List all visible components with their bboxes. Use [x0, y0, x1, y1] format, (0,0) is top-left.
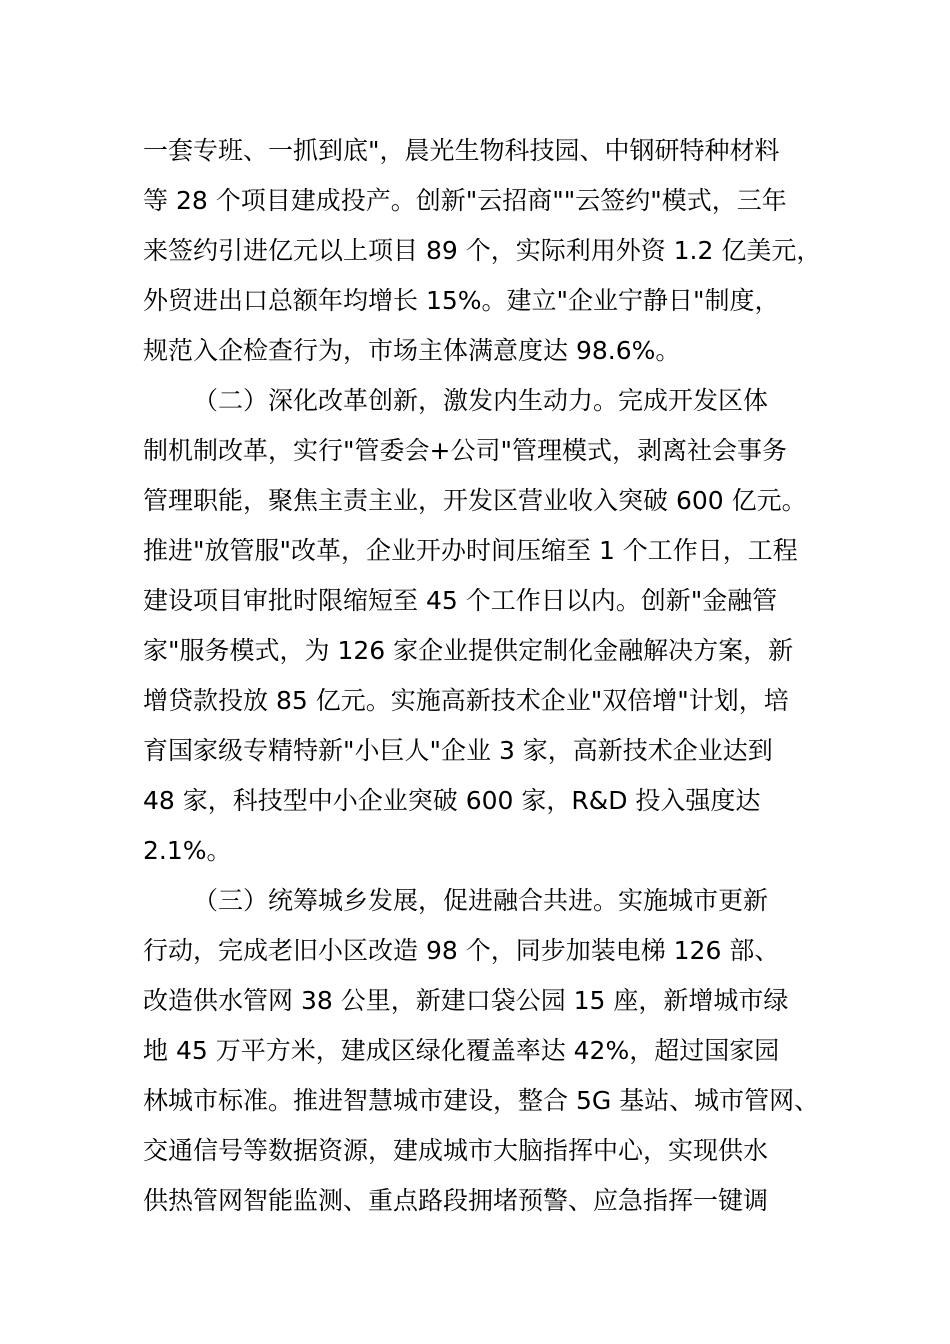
- text-line: 育国家级专精特新"小巨人"企业 3 家，高新技术企业达到: [143, 736, 773, 765]
- text-line: 管理职能，聚焦主责主业，开发区营业收入突破 600 亿元。: [143, 486, 807, 515]
- text-line: 交通信号等数据资源，建成城市大脑指挥中心，实现供水: [143, 1136, 769, 1165]
- section-heading-line: （三）统筹城乡发展，促进融合共进。实施城市更新: [193, 886, 769, 915]
- text-line: 规范入企检查行为，市场主体满意度达 98.6%。: [143, 336, 681, 365]
- text-line: 外贸进出口总额年均增长 15%。建立"企业宁静日"制度，: [143, 286, 780, 315]
- text-line: 一套专班、一抓到底"，晨光生物科技园、中钢研特种材料: [143, 136, 780, 165]
- text-line: 行动，完成老旧小区改造 98 个，同步加装电梯 126 部、: [143, 936, 780, 965]
- text-line: 等 28 个项目建成投产。创新"云招商""云签约"模式，三年: [143, 186, 787, 215]
- text-line: 制机制改革，实行"管委会+公司"管理模式，剥离社会事务: [143, 436, 787, 465]
- text-line: 增贷款投放 85 亿元。实施高新技术企业"双倍增"计划，培: [143, 686, 789, 715]
- text-line: 家"服务模式，为 126 家企业提供定制化金融解决方案，新: [143, 636, 794, 665]
- text-line: 推进"放管服"改革，企业开办时间压缩至 1 个工作日，工程: [143, 536, 798, 565]
- text-line: 建设项目审批时限缩短至 45 个工作日以内。创新"金融管: [143, 586, 778, 615]
- text-line: 林城市标准。推进智慧城市建设，整合 5G 基站、城市管网、: [143, 1086, 820, 1115]
- text-line: 2.1%。: [143, 836, 232, 865]
- text-line: 48 家，科技型中小企业突破 600 家，R&D 投入强度达: [143, 786, 761, 815]
- section-heading-line: （二）深化改革创新，激发内生动力。完成开发区体: [193, 386, 769, 415]
- text-line: 改造供水管网 38 公里，新建口袋公园 15 座，新增城市绿: [143, 986, 789, 1015]
- text-line: 来签约引进亿元以上项目 89 个，实际利用外资 1.2 亿美元，: [143, 236, 822, 265]
- text-line: 地 45 万平方米，建成区绿化覆盖率达 42%，超过国家园: [143, 1036, 780, 1065]
- text-line: 供热管网智能监测、重点路段拥堵预警、应急指挥一键调: [143, 1186, 769, 1215]
